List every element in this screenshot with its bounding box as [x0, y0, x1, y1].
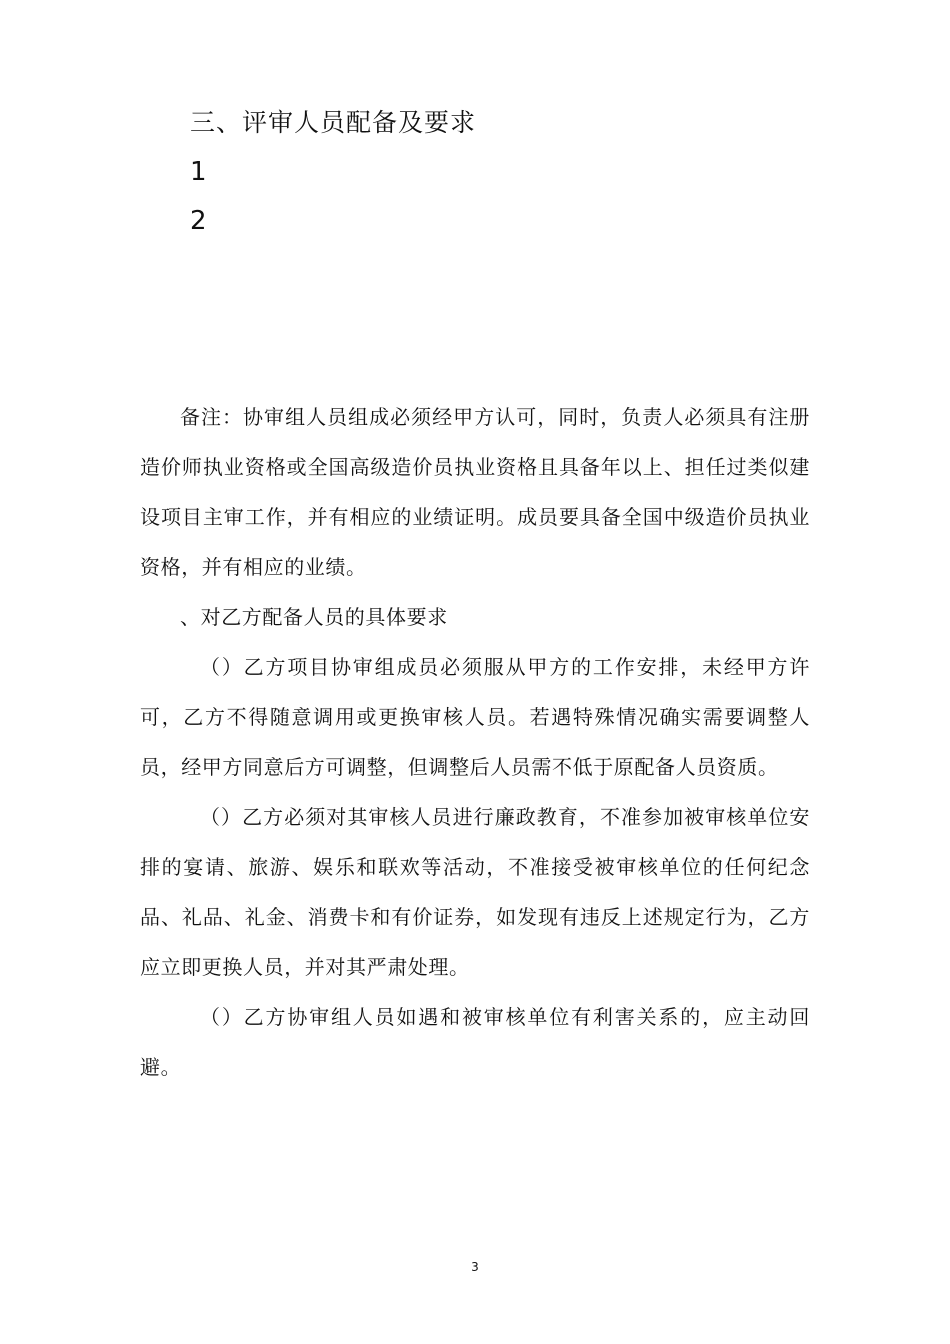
list-number-1: 1: [190, 157, 207, 187]
requirement-item-2: （）乙方必须对其审核人员进行廉政教育，不准参加被审核单位安排的宴请、旅游、娱乐和联欢等活动，不准接受被审核单位的任何纪念品、礼品、礼金、消费卡和有价证券，如发现有违反上述规定行为，乙方应立即更换人员，并对其严肃处理。: [140, 805, 810, 979]
list-number-2: 2: [190, 206, 207, 236]
subsection-title: 、对乙方配备人员的具体要求: [180, 605, 448, 629]
requirement-item-3: （）乙方协审组人员如遇和被审核单位有利害关系的，应主动回避。: [140, 1005, 810, 1079]
section-heading: 三、评审人员配备及要求: [190, 108, 477, 137]
body-text: [140, 392, 810, 1092]
page-number: 3: [471, 1260, 479, 1274]
requirement-item-1: （）乙方项目协审组成员必须服从甲方的工作安排，未经甲方许可，乙方不得随意调用或更换审核人员。若遇特殊情况确实需要调整人员，经甲方同意后方可调整，但调整后人员需不低于原配备人员资质。: [140, 655, 810, 779]
note-paragraph: 备注：协审组人员组成必须经甲方认可，同时，负责人必须具有注册造价师执业资格或全国高级造价员执业资格且具备年以上、担任过类似建设项目主审工作，并有相应的业绩证明。成员要具备全国中级造价员执业资格，并有相应的业绩。: [140, 405, 810, 579]
